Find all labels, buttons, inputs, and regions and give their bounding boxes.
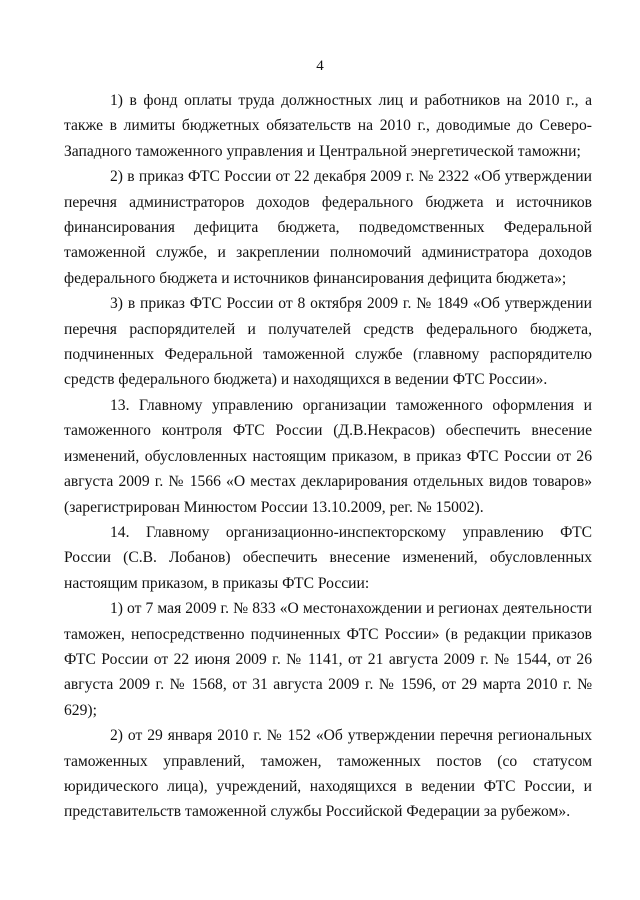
page-number: 4	[316, 58, 324, 74]
paragraph-14-2-order-152: 2) от 29 января 2010 г. № 152 «Об утверждении перечня региональных таможенных управлений, таможен, таможенных постов (со статусом юридического лица), учреждений, находящихся в ведении ФТС России, и представительств таможенной службы Российской Федерации за рубежом».	[64, 727, 592, 821]
paragraph-1-payroll-limits: 1) в фонд оплаты труда должностных лиц и работников на 2010 г., а также в лимиты бюджетных обязательств на 2010 г., доводимые до Северо-Западного таможенного управления и Центральной энергетической таможни;	[64, 92, 592, 160]
paragraph-14-inspection-department: 14. Главному организационно-инспекторскому управлению ФТС России (С.В. Лобанов) обеспечить внесение изменений, обусловленных настоящим приказом, в приказы ФТС России:	[64, 523, 592, 592]
document-body	[64, 88, 592, 825]
paragraph-13-customs-clearance: 13. Главному управлению организации таможенного оформления и таможенного контроля ФТС России (Д.В.Некрасов) обеспечить внесение изменений, обусловленных настоящим приказом, в приказ ФТС России от 26 августа 2009 г. № 1566 «О местах декларирования отдельных видов товаров» (зарегистрирован Минюстом России 13.10.2009, рег. № 15002).	[64, 396, 592, 516]
paragraph-14-1-order-833: 1) от 7 мая 2009 г. № 833 «О местонахождении и регионах деятельности таможен, непосредственно подчиненных ФТС России» (в редакции приказов ФТС России от 22 июня 2009 г. № 1141, от 21 августа 2009 г. № 1544, от 26 августа 2009 г. № 1568, от 31 августа 2009 г. № 1596, от 29 марта 2010 г. № 629);	[64, 600, 592, 719]
paragraph-3-order-1849: 3) в приказ ФТС России от 8 октября 2009 г. № 1849 «Об утверждении перечня распорядителей и получателей средств федерального бюджета, подчиненных Федеральной таможенной службе (главному распорядителю средств федерального бюджета) и находящихся в ведении ФТС России».	[64, 295, 592, 389]
paragraph-2-order-2322: 2) в приказ ФТС России от 22 декабря 2009 г. № 2322 «Об утверждении перечня администраторов доходов федерального бюджета и источников финансирования дефицита бюджета, подведомственных Федеральной таможенной службе, и закреплении полномочий администратора доходов федерального бюджета и источников финансирования дефицита бюджета»;	[64, 168, 592, 287]
